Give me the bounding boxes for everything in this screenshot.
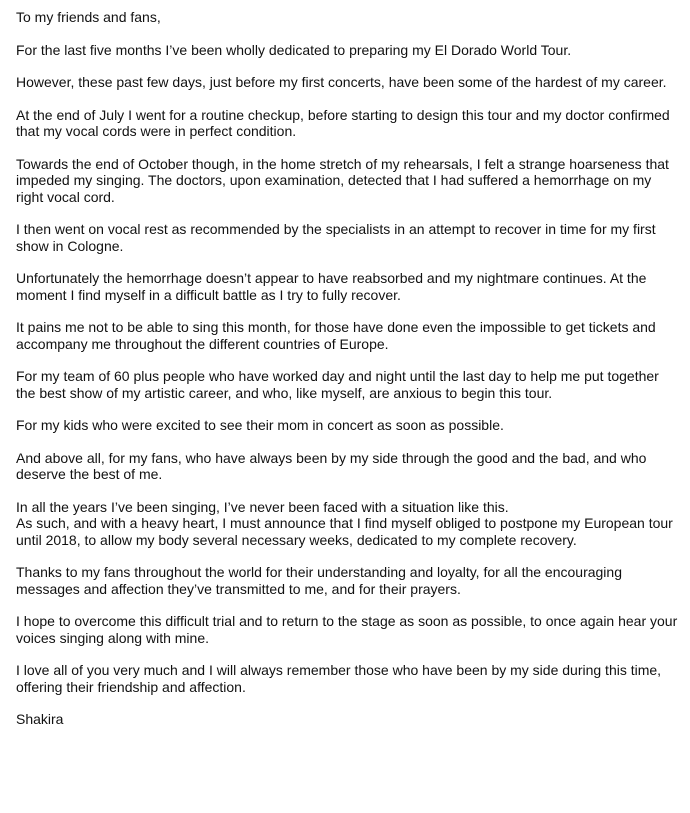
announcement-line-1: In all the years I’ve been singing, I’ve never been faced with a situation like this. <box>16 498 509 515</box>
salutation: To my friends and fans, <box>16 9 161 25</box>
paragraph-hardest-days: However, these past few days, just before my first concerts, have been some of the hardest of my career. <box>16 74 667 90</box>
paragraph-routine-checkup: At the end of July I went for a routine checkup, before starting to design this tour and my doctor confirmed that my vocal cords were in perfect condition. <box>16 106 670 139</box>
paragraph-announcement <box>16 499 680 549</box>
paragraph-hope: I hope to overcome this difficult trial and to return to the stage as soon as possible, to once again hear your voices singing along with mine. <box>16 613 678 646</box>
paragraph-fans: And above all, for my fans, who have always been by my side through the good and the bad, and who deserve the best of me. <box>16 449 647 482</box>
paragraph-team: For my team of 60 plus people who have worked day and night until the last day to help me put together the best show of my artistic career, and who, like myself, are anxious to begin this tour. <box>16 368 659 401</box>
paragraph-tour-preparation: For the last five months I’ve been wholly dedicated to preparing my El Dorado World Tour. <box>16 41 572 58</box>
paragraph-kids: For my kids who were excited to see their mom in concert as soon as possible. <box>16 417 504 433</box>
paragraph-thanks: Thanks to my fans throughout the world for their understanding and loyalty, for all the encouraging messages and affection they’ve transmitted to me, and for their prayers. <box>16 564 622 597</box>
paragraph-love: I love all of you very much and I will always remember those who have been by my side during this time, offering their friendship and affection. <box>16 662 662 695</box>
signature: Shakira <box>16 711 64 727</box>
paragraph-pains-me: It pains me not to be able to sing this month, for those have done even the impossible to get tickets and accompany me throughout the different countries of Europe. <box>16 319 656 352</box>
paragraph-hemorrhage: Towards the end of October though, in the home stretch of my rehearsals, I felt a strange hoarseness that impeded my singing. The doctors, upon examination, detected that I had suffered a hemorrhage on my right vocal cord. <box>16 155 669 205</box>
paragraph-nightmare: Unfortunately the hemorrhage doesn’t appear to have reabsorbed and my nightmare continues. At the moment I find myself in a difficult battle as I try to fully recover. <box>16 270 647 303</box>
announcement-line-2: As such, and with a heavy heart, I must announce that I find myself obliged to postpone my European tour until 2018, to allow my body several necessary weeks, dedicated to my complete recovery. <box>16 515 673 548</box>
paragraph-vocal-rest: I then went on vocal rest as recommended by the specialists in an attempt to recover in time for my first show in Cologne. <box>16 221 656 254</box>
